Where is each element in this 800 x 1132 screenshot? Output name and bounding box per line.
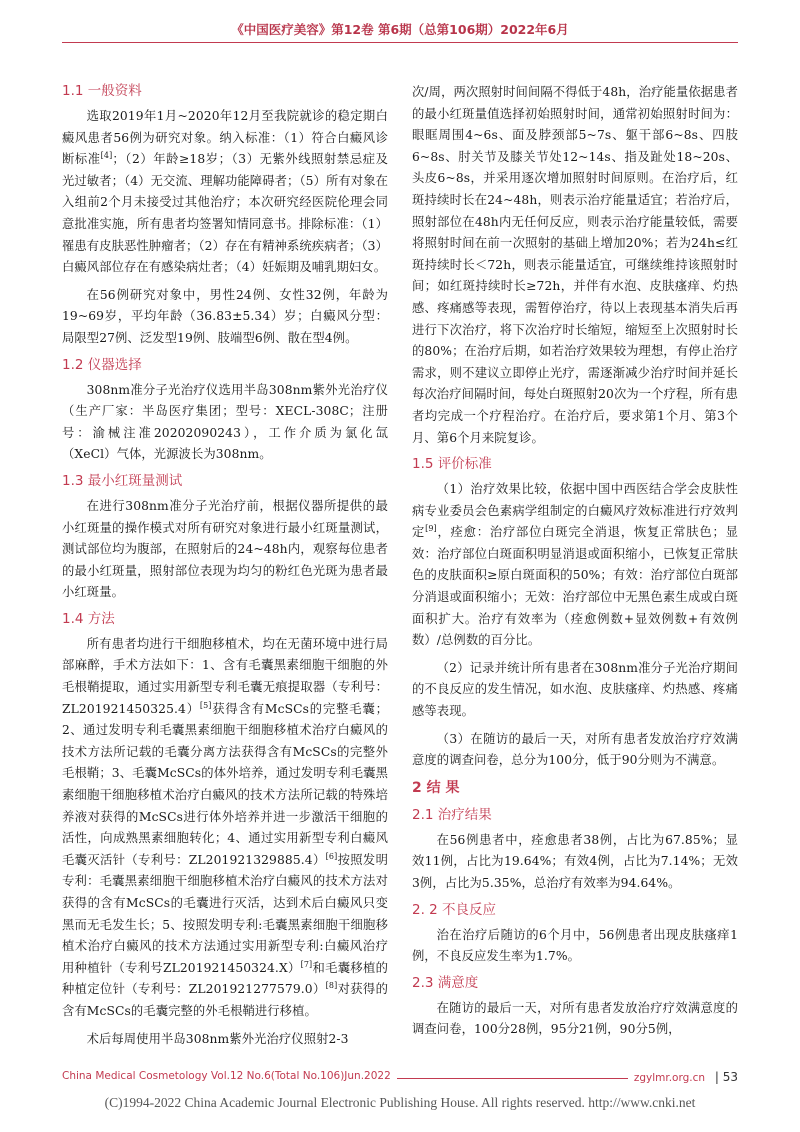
body-paragraph	[62, 1029, 388, 1051]
body-paragraph	[412, 925, 738, 968]
body-paragraph	[412, 479, 738, 652]
citation-ref: [6]	[325, 851, 338, 861]
paragraph-text: 次/周，两次照射时间间隔不得低于48h，治疗能量依据患者的最小红斑量值选择初始照射时间，通常初始照射时间为：眼眶周围4~6s、面及脖颈部5~7s、躯干部6~8s、四肢6~8s、肘关节及膝关节处12~14s、指及趾处18~20s、头皮6~8s，并采用逐次增加照射时间原则。在治疗后，红斑持续时长在24~48h，则表示治疗能量适宜；若治疗后，照射部位在48h内无任何反应，则表示治疗能量较低，需要将照射时间在前一次照射的基础上增加20%；若为24h≤红斑持续时长＜72h，则表示能量适宜，可继续维持该照射时间；如红斑持续时长≥72h，并伴有水泡、皮肤瘙痒、灼热感、疼痛感等表现，需暂停治疗，待以上表现基本消失后再进行下次治疗，将下次治疗时长缩短，缩短至上次照射时长的80%；在治疗后期，如若治疗效果较为理想，有停止治疗需求，则不建议立即停止光疗，需逐渐减少治疗时间并延长每次治疗间隔时间，每处白斑照射20次为一个疗程，所有患者均完成一个疗程治疗。在治疗后，要求第1个月、第3个月、第6个月来院复诊。	[412, 85, 738, 445]
body-paragraph	[412, 998, 738, 1041]
paragraph-text: 在56例患者中，痊愈患者38例，占比为67.85%；显效11例，占比为19.64%；有效4例，占比为7.14%；无效3例，占比为5.35%，总治疗有效率为94.64%。	[412, 832, 738, 890]
paragraph-text: 在56例研究对象中，男性24例、女性32例，年龄为19~69岁，平均年龄（36.83±5.34）岁；白癜风分型：局限型27例、泛发型19例、肢端型6例、散在型4例。	[62, 287, 388, 345]
citation-ref: [5]	[199, 700, 212, 710]
header-rule	[62, 42, 738, 43]
section-heading: 1.1 一般资料	[62, 83, 142, 99]
footer-citation: China Medical Cosmetology Vol.12 No.6(Total No.106)Jun.2022	[62, 1070, 397, 1082]
section-heading: 2.3 满意度	[412, 974, 479, 991]
body-paragraph	[412, 729, 738, 772]
paragraph-text: （2）记录并统计所有患者在308nm准分子光治疗期间的不良反应的发生情况，如水泡、皮肤瘙痒、灼热感、疼痛感等表现。	[412, 660, 738, 719]
body-paragraph	[412, 82, 738, 449]
body-paragraph	[62, 496, 388, 604]
paragraph-text: 术后每周使用半岛308nm紫外光治疗仪照射2-3	[86, 1031, 349, 1046]
body-paragraph	[62, 380, 388, 466]
body-paragraph	[412, 830, 738, 895]
paragraph-text: 选取2019年1月~2020年12月至我院就诊的稳定期白癜风患者56例为研究对象。纳入标准：（1）符合白癜风诊断标准	[62, 109, 388, 167]
citation-ref: [9]	[425, 524, 437, 534]
footer-url: zgylmr.org.cn	[633, 1072, 706, 1084]
paragraph-text: （3）在随访的最后一天，对所有患者发放治疗疗效满意度的调查问卷，总分为100分，低于90分则为不满意。	[412, 731, 738, 768]
footer-site	[628, 1070, 738, 1084]
section-heading: 1.4 方法	[62, 610, 115, 627]
paragraph-text: 所有患者均进行干细胞移植术，均在无菌环境中进行局部麻醉，手术方法如下：1、含有毛囊黑素细胞干细胞的外毛根鞘提取，通过实用新型专利毛囊无痕提取器（专利号：ZL201921450325.4）	[62, 636, 388, 716]
body-paragraph	[62, 106, 388, 279]
section-heading: 1.2 仪器选择	[62, 356, 142, 373]
paragraph-text: 治在治疗后随访的6个月中，56例患者出现皮肤瘙痒1例，不良反应发生率为1.7%。	[412, 927, 738, 964]
paragraph-text: 和毛囊移植的种植定位针（专利号：ZL201921277579.0）	[62, 960, 388, 997]
page-number: | 53	[711, 1070, 738, 1084]
right-column	[412, 82, 738, 1047]
paragraph-text: 在随访的最后一天，对所有患者发放治疗疗效满意度的调查问卷，100分28例，95分21例，90分5例，	[412, 1000, 738, 1037]
paragraph-text: 308nm准分子光治疗仪选用半岛308nm紫外光治疗仪（生产厂家：半岛医疗集团；型号：XECL-308C；注册号：渝械注准20202090243），工作介质为氯化氙（XeCl）气体，光源波长为308nm。	[62, 382, 388, 462]
paragraph-text: 按照发明专利：毛囊黑素细胞干细胞移植术治疗白癜风的技术方法对获得的含有McSCs的毛囊进行灭活，达到术后白癜风只变黑而无毛发生长；5、按照发明专利:毛囊黑素细胞干细胞移植术治疗白癜风的技术方法通过实用新型专利:白癜风治疗用种植针（专利号ZL201921450324.X）	[62, 852, 389, 975]
paragraph-text: ；（2）年龄≥18岁；（3）无紫外线照射禁忌症及光过敏者；（4）无交流、理解功能障碍者；（5）所有对象在入组前2个月未接受过其他治疗；本次研究经医院伦理会同意批准实施，所有患者均签署知情同意书。排除标准：（1）罹患有皮肤恶性肿瘤者；（2）存在有精神系统疾病者；（3）白癜风部位存在有感染病灶者；（4）妊娠期及哺乳期妇女。	[62, 152, 388, 275]
section-heading: 1.3 最小红斑量测试	[62, 472, 183, 489]
body-paragraph	[62, 634, 388, 1023]
section-heading: 2.1 治疗结果	[412, 806, 492, 823]
page-number-value: 53	[722, 1070, 738, 1084]
paragraph-text: （1）治疗效果比较，依据中国中西医结合学会皮肤性病专业委员会色素病学组制定的白癜风疗效标准进行疗效判定	[412, 482, 738, 540]
left-column	[62, 82, 388, 1056]
paragraph-text: 对获得的含有McSCs的毛囊完整的外毛根鞘进行移植。	[62, 982, 389, 1018]
journal-header: 《中国医疗美容》第12卷 第6期（总第106期）2022年6月	[231, 22, 569, 37]
copyright-line: (C)1994-2022 China Academic Journal Electronic Publishing House. All rights reserved. http://www.cnki.net	[104, 1095, 696, 1110]
paragraph-text: 获得含有McSCs的完整毛囊；2、通过发明专利毛囊黑素细胞干细胞移植术治疗白癜风的技术方法所记载的毛囊分离方法获得含有McSCs的完整外毛根鞘；3、毛囊McSCs的体外培养，通过发明专利毛囊黑素细胞干细胞移植术治疗白癜风的技术方法所记载的特殊培养液对获得的McSCs进行体外培养并进一步激活干细胞的活性，向成熟黑素细胞转化；4、通过实用新型专利白癜风毛囊灭活针（专利号：ZL201921329885.4）	[62, 701, 388, 867]
citation-ref: [4]	[100, 151, 113, 161]
body-paragraph	[412, 658, 738, 723]
section-heading: 2. 2 不良反应	[412, 901, 497, 918]
section-heading: 1.5 评价标准	[412, 456, 492, 473]
paragraph-text: 在进行308nm准分子光治疗前，根据仪器所提供的最小红斑量的操作模式对所有研究对象进行最小红斑量测试，测试部位均为腹部，在照射后的24~48h内，观察每位患者的最小红斑量，照射部位表现为均匀的粉红色光斑为患者最小红斑量。	[62, 498, 388, 600]
citation-ref: [8]	[325, 981, 338, 991]
section-heading: 2 结 果	[412, 779, 460, 796]
paragraph-text: ，痊愈：治疗部位白斑完全消退，恢复正常肤色；显效：治疗部位白斑面积明显消退或面积缩小，已恢复正常肤色的皮肤面积≥原白斑面积的50%；有效：治疗部位白斑部分消退或面积缩小；无效：治疗部位中无黑色素生成或白斑面积扩大。治疗有效率为（痊愈例数+显效例数+有效例数）/总例数的百分比。	[412, 525, 738, 648]
body-paragraph	[62, 285, 388, 350]
citation-ref: [7]	[300, 959, 313, 969]
